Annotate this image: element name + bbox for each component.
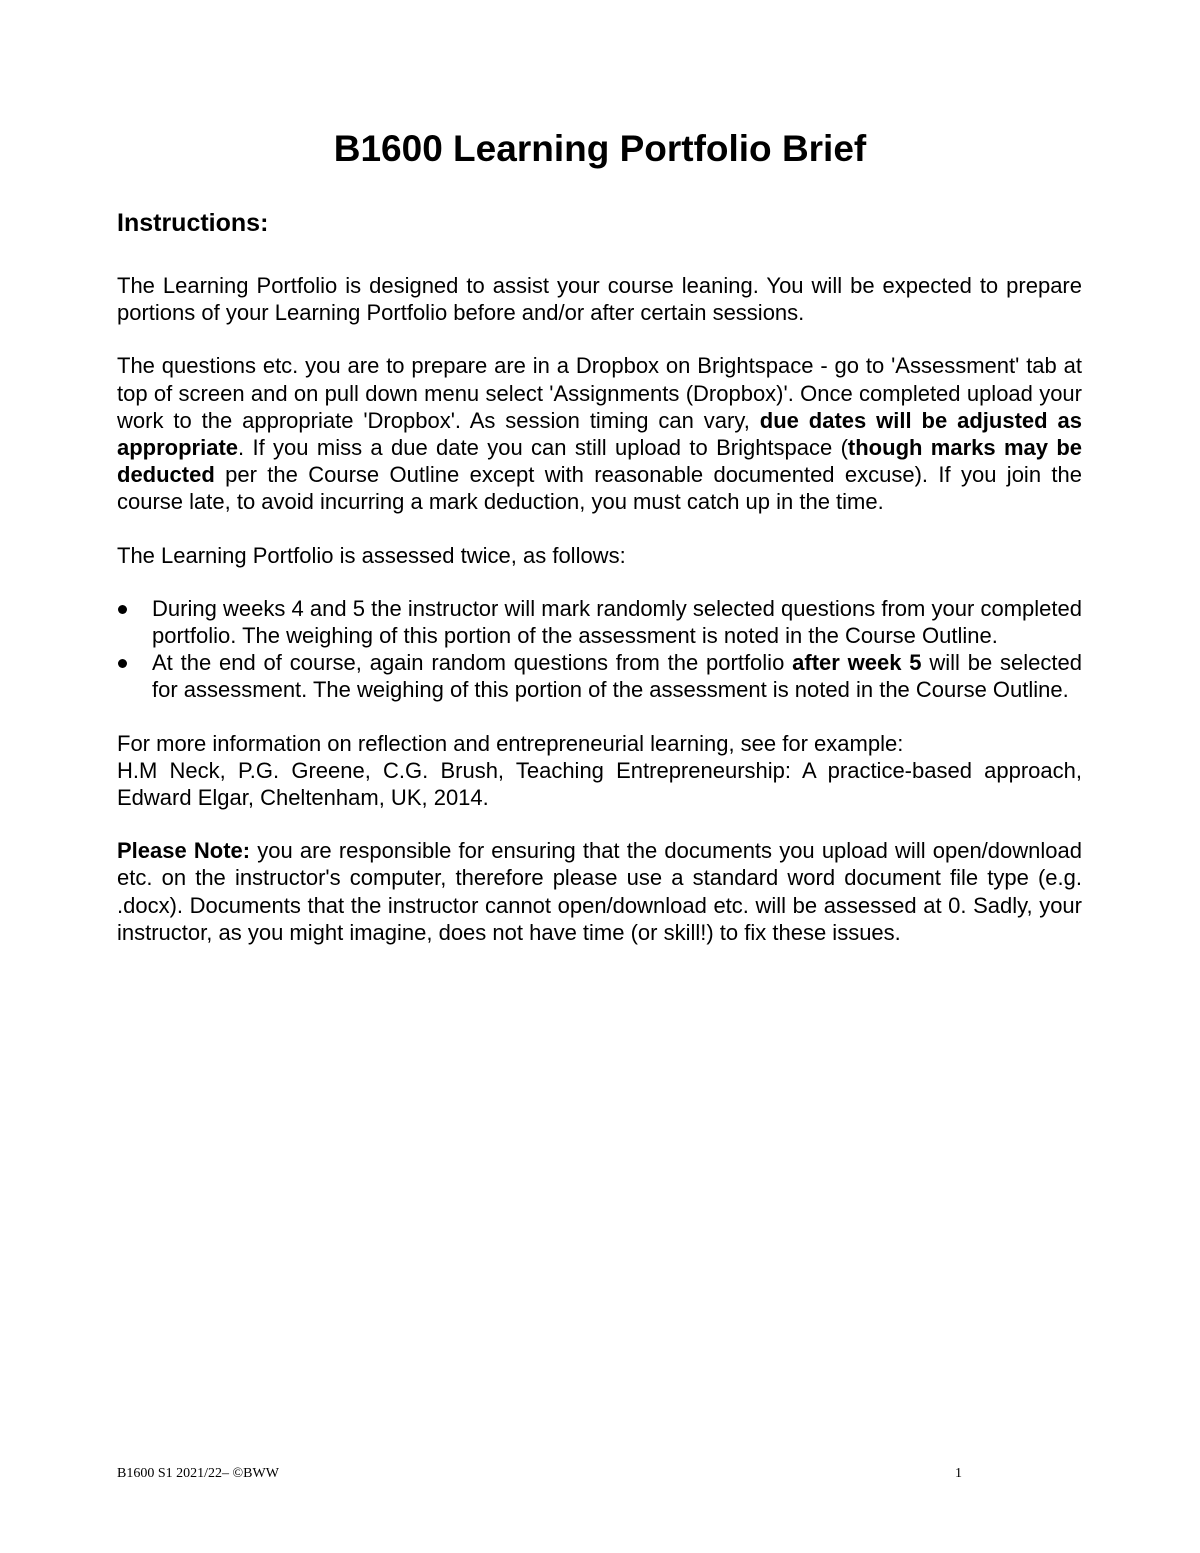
paragraph-reference-line-2: H.M Neck, P.G. Greene, C.G. Brush, Teaching Entrepreneurship: A practice-based approach, Edward Elgar, Cheltenham, UK, 2014. (117, 757, 1082, 811)
bullet-item-2-text-1: At the end of course, again random questions from the portfolio (152, 650, 793, 676)
document-title: B1600 Learning Portfolio Brief (333, 128, 867, 169)
bullet-item-2 (117, 649, 1082, 703)
paragraph-intro-text: The Learning Portfolio is designed to assist your course leaning. You will be expected to prepare portions of your Learning Portfolio before and/or after certain sessions. (117, 273, 1082, 326)
paragraph-reference-line-1: For more information on reflection and entrepreneurial learning, see for example: (117, 730, 904, 756)
document-body (117, 272, 1082, 972)
footer-page-number: 1 (955, 1466, 962, 1481)
bullet-item-1-text: During weeks 4 and 5 the instructor will mark randomly selected questions from your completed portfolio. The weighing of this portion of the assessment is noted in the Course Outline. (152, 595, 1082, 649)
bullet-item-2-text-2: will be selected for assessment. The weighing of this portion of the assessment is noted in the Course Outline. (152, 650, 1082, 703)
paragraph-dropbox (117, 352, 1082, 515)
please-note-text: you are responsible for ensuring that the documents you upload will open/download etc. on the instructor's computer, therefore please use a standard word document file type (e.g. .docx). Documents that the instructor cannot open/download etc. will be assessed at 0. Sadly, your instructor, as you might imagine, does not have time (or skill!) to fix these issues. (117, 838, 1082, 945)
footer-course-code: B1600 S1 2021/22– ©BWW (117, 1466, 279, 1481)
paragraph-dropbox-text-1: The questions etc. you are to prepare are in a Dropbox on Brightspace - go to 'Assessment' tab at top of screen and on pull down menu select 'Assignments (Dropbox)'. Once completed upload your work to the appropriate 'Dropbox'. As session timing can vary, (117, 353, 1082, 433)
paragraph-assessed-text: The Learning Portfolio is assessed twice, as follows: (117, 542, 626, 568)
paragraph-intro (117, 272, 1082, 326)
paragraph-dropbox-bold-2: though marks may be deducted (117, 435, 1083, 488)
paragraph-reference (117, 730, 1082, 812)
instructions-heading: Instructions: (117, 209, 269, 237)
bullet-icon (118, 605, 127, 614)
bullet-icon (118, 659, 127, 668)
paragraph-dropbox-bold-1: due dates will be adjusted as appropriate (117, 407, 1082, 461)
paragraph-dropbox-text-2: . If you miss a due date you can still upload to Brightspace ( (238, 435, 848, 461)
paragraph-assessed (117, 542, 1082, 569)
bullet-item-2-bold: after week 5 (792, 650, 922, 676)
paragraph-please-note (117, 837, 1082, 946)
please-note-label: Please Note: (117, 838, 251, 864)
assessment-bullet-list (117, 595, 1082, 704)
bullet-item-1 (117, 595, 1082, 649)
paragraph-dropbox-text-3: per the Course Outline except with reasonable documented excuse). If you join the course late, to avoid incurring a mark deduction, you must catch up in the time. (117, 462, 1082, 515)
